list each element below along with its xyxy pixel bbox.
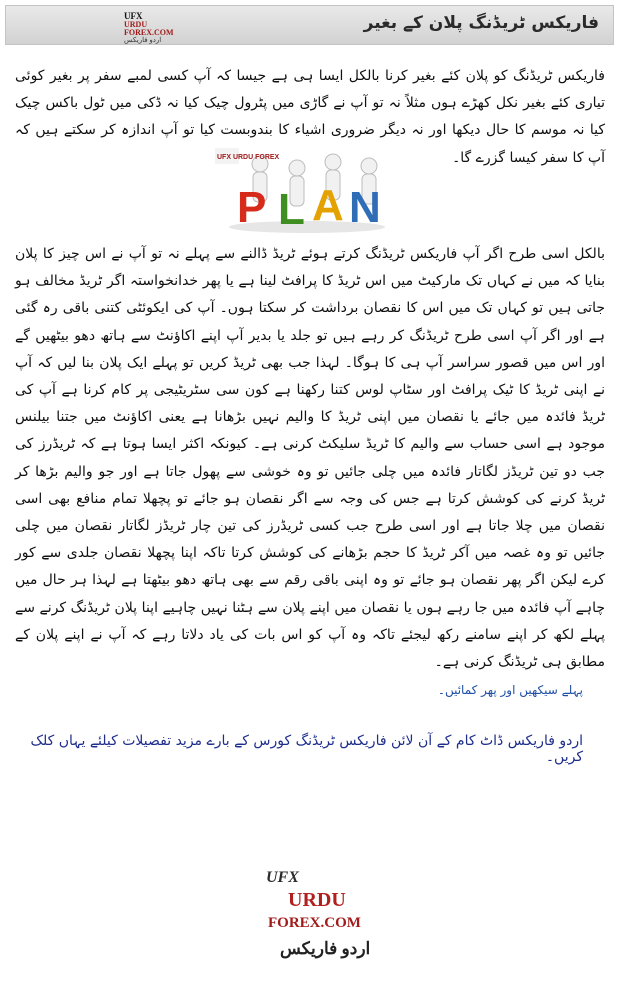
- page-title: فاریکس ٹریڈنگ پلان کے بغیر: [363, 13, 599, 33]
- course-details-link[interactable]: اردو فاریکس ڈاٹ کام کے آن لائن فاریکس ٹریڈنگ کورس کے بارے مزید تفصیلات کیلئے یہاں کلک کریں۔: [30, 733, 583, 765]
- footer-logo[interactable]: [262, 868, 372, 978]
- article-paragraph-2: بالکل اسی طرح اگر آپ فاریکس ٹریڈنگ کرتے ہوئے ٹریڈ ڈالنے سے پہلے نہ تو آپ نے اس چیز کا پلان بنایا کہ میں نے کہاں تک مارکیٹ میں اس ٹریڈ کا پرافٹ لینا ہے یا پھر خدانخواستہ اگر ٹریڈ مخالف ہو جاتی ہیں تو کہاں تک میں اس کا نقصان برداشت کر سکتا ہوں۔ آپ کی ایکوئٹی کتنی باقی رہ گئی ہے اور اگر آپ اسی طرح ٹریڈنگ کر رہے ہیں تو جلد یا بدیر آپ اپنے اکاؤنٹ سے ہاتھ دھو بیٹھیں گے اور اس میں قصور سراسر آپ ہی کا ہوگا۔ لہذا جب بھی ٹریڈ کریں تو پہلے ایک پلان بنا لیں کہ آپ نے اپنی ٹریڈ کا ٹیک پرافٹ اور سٹاپ لوس کتنا رکھنا ہے کون سی سٹریٹیجی پر کام کرنا ہے آپ کی ٹریڈ فائدہ میں جائے یا نقصان میں اپنی ٹریڈ کا والیم نہیں بڑھانا ہے یعنی اکاؤنٹ میں جتنا بیلنس موجود ہے اسی حساب سے والیم کا ٹریڈ سلیکٹ کرنی ہے۔ کیونکہ اکثر ایسا ہوتا ہے کہ ٹریڈرز کی جب دو تین ٹریڈز لگاتار فائدہ میں چلی جائیں تو وہ خوشی سے پھول جاتا ہے اور جو والیم بڑھا کر ٹریڈ کرنے کی کوشش کرتا ہے جس کی وجہ سے اگر نقصان ہو جائے تو پچھلا تمام منافع بھی اسی نقصان میں چلا جاتا ہے اور اسی طرح جب کسی ٹریڈرز کی تین چار ٹریڈز لگاتار نقصان میں چلی جائیں تو وہ غصہ میں آکر ٹریڈ کا حجم بڑھانے کی کوشش کرتا تاکہ اپنا پچھلا نقصان جلدی سے کور کرے لیکن اگر پھر نقصان ہو جائے تو وہ اپنی باقی رقم سے بھی ہاتھ دھو بیٹھتا ہے لہذا ہر حال میں چاہے آپ فائدہ میں جا رہے ہوں یا نقصان میں اپنے پلان سے ہٹنا نہیں چاہیے اپنا پلان ٹریڈنگ کرنے سے پہلے لکھ کر اپنے سامنے رکھ لیجئے تاکہ وہ آپ کو اس بات کی یاد دلاتا رہے کہ آپ نے اپنے پلان کے مطابق ہی ٹریڈنگ کرنی ہے۔: [15, 246, 605, 671]
- footer-logo-forex: FOREX.COM: [268, 915, 361, 931]
- plan-letter-l: L: [278, 185, 305, 234]
- article-paragraph-1: فاریکس ٹریڈنگ کو پلان کئے بغیر کرنا بالکل ایسا ہی ہے جیسا کہ آپ کسی لمبے سفر پر بغیر کوئی تیاری کئے بغیر نکل کھڑے ہوں مثلاً نہ تو آپ نے گاڑی میں پٹرول چیک کیا نہ ڈکی میں ٹول باکس چیک کیا نہ موسم کا حال دیکھا اور نہ دیگر ضروری اشیاء کا بندوبست کیا تو آپ اندازہ کر سکتے ہیں کہ آپ کا سفر کیسا گزرے گا۔: [15, 68, 605, 166]
- header-logo-urdu-forex: URDU FOREX.COM: [124, 20, 174, 37]
- plan-image: [215, 148, 393, 234]
- plan-watermark: UFX URDU FOREX: [217, 154, 280, 161]
- learn-first-link[interactable]: پہلے سیکھیں اور پھر کمائیں۔: [437, 683, 583, 697]
- plan-letter-a: A: [312, 181, 344, 230]
- header-logo[interactable]: [124, 12, 176, 42]
- plan-illustration: [215, 148, 393, 234]
- page-header: [5, 5, 614, 45]
- plan-letter-n: N: [349, 183, 381, 232]
- header-logo-urdu-script: اردو فاریکس: [124, 36, 162, 44]
- footer-logo-urdu: URDU: [288, 889, 346, 911]
- plan-letter-p: P: [237, 183, 267, 232]
- header-logo-ufx: UFX: [124, 11, 143, 21]
- footer-logo-urdu-script: اردو فاریکس: [280, 939, 371, 958]
- footer-logo-ufx: UFX: [266, 869, 299, 886]
